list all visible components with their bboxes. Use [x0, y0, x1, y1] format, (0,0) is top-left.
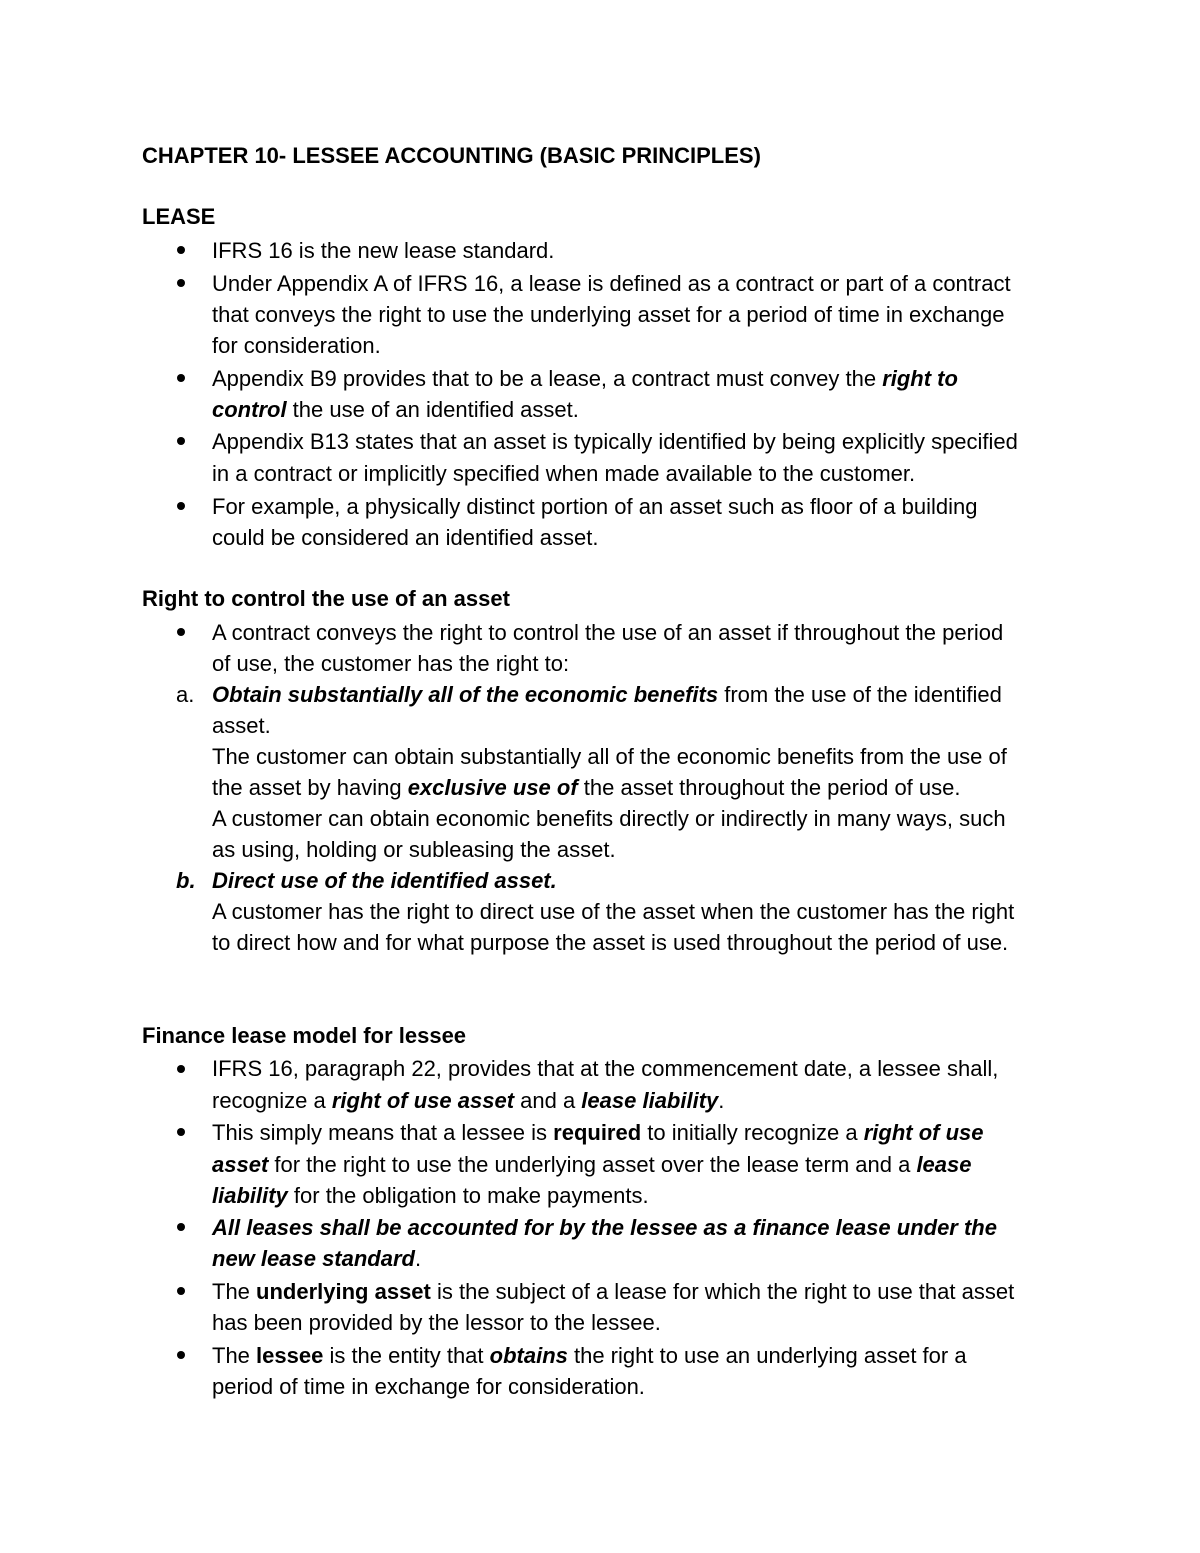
- text-run: .: [718, 1088, 725, 1113]
- list-marker-b: b.: [176, 868, 196, 893]
- lease-bullet-2-line-2: that conveys the right to use the underlying asset for a period of time in exchange: [212, 302, 1005, 327]
- emphasis-text: Obtain substantially all of the economic benefits: [212, 682, 719, 707]
- emphasis-text: exclusive use of: [407, 775, 578, 800]
- item-b-line-3: to direct how and for what purpose the asset is used throughout the period of use.: [212, 930, 1009, 955]
- section-heading-finance-lease: Finance lease model for lessee: [142, 1023, 467, 1048]
- finance-bullet-2-line-1: [212, 1120, 984, 1146]
- text-run: The: [212, 1343, 257, 1368]
- lease-bullet-3-line-2: [212, 397, 579, 423]
- emphasis-text: asset: [212, 1152, 269, 1177]
- emphasis-text: right to: [882, 366, 958, 391]
- bullet-icon: [177, 437, 185, 445]
- item-a-line-5: A customer can obtain economic benefits directly or indirectly in many ways, such: [212, 806, 1006, 831]
- text-run: recognize a: [212, 1088, 332, 1113]
- bullet-icon: [177, 374, 185, 382]
- bullet-icon: [177, 246, 185, 254]
- item-a-line-2: asset.: [212, 713, 271, 738]
- finance-bullet-1-line-1: IFRS 16, paragraph 22, provides that at the commencement date, a lessee shall,: [212, 1056, 999, 1081]
- text-run: the right to use an underlying asset for a: [567, 1343, 967, 1368]
- text-run: to initially recognize a: [641, 1120, 864, 1145]
- finance-bullet-2-line-3: [212, 1183, 649, 1209]
- item-b-line-1: Direct use of the identified asset.: [212, 868, 557, 893]
- finance-bullet-2-line-2: [212, 1152, 972, 1178]
- finance-bullet-3-line-2: [212, 1246, 421, 1272]
- bold-text: underlying asset: [256, 1279, 431, 1304]
- text-run: from the use of the identified: [718, 682, 1002, 707]
- finance-bullet-1-line-2: [212, 1088, 724, 1114]
- emphasis-text: obtains: [489, 1343, 568, 1368]
- bullet-icon: [177, 279, 185, 287]
- bullet-icon: [177, 628, 185, 636]
- text-run: the use of an identified asset.: [286, 397, 579, 422]
- text-run: is the entity that: [323, 1343, 490, 1368]
- emphasis-text: control: [212, 397, 287, 422]
- text-run: the asset by having: [212, 775, 408, 800]
- text-run: is the subject of a lease for which the right to use that asset: [430, 1279, 1015, 1304]
- section-heading-right-to-control: Right to control the use of an asset: [142, 586, 510, 611]
- text-run: and a: [514, 1088, 582, 1113]
- list-marker-a: a.: [176, 682, 195, 707]
- emphasis-text: right of use asset: [331, 1088, 515, 1113]
- page-title: CHAPTER 10- LESSEE ACCOUNTING (BASIC PRINCIPLES): [142, 143, 761, 168]
- lease-bullet-2-line-1: Under Appendix A of IFRS 16, a lease is defined as a contract or part of a contract: [212, 271, 1011, 296]
- lease-bullet-5-line-2: could be considered an identified asset.: [212, 525, 599, 550]
- item-a-line-6: as using, holding or subleasing the asset.: [212, 837, 616, 862]
- item-b-line-2: A customer has the right to direct use of the asset when the customer has the right: [212, 899, 1015, 924]
- item-a-line-3: The customer can obtain substantially all of the economic benefits from the use of: [212, 744, 1007, 769]
- bullet-icon: [177, 1065, 185, 1073]
- bold-text: lessee: [256, 1343, 324, 1368]
- text-run: for the obligation to make payments.: [287, 1183, 649, 1208]
- text-run: The: [212, 1279, 257, 1304]
- lease-bullet-4-line-2: in a contract or implicitly specified when made available to the customer.: [212, 461, 916, 486]
- text-run: for the right to use the underlying asset over the lease term and a: [268, 1152, 917, 1177]
- bullet-icon: [177, 1351, 185, 1359]
- control-bullet-1-line-1: A contract conveys the right to control the use of an asset if throughout the period: [212, 620, 1004, 645]
- finance-bullet-4-line-1: [212, 1279, 1014, 1305]
- text-run: This simply means that a lessee is: [212, 1120, 554, 1145]
- item-a-line-1: [212, 682, 1002, 708]
- text-run: .: [414, 1246, 422, 1271]
- finance-bullet-3-line-1: All leases shall be accounted for by the lessee as a finance lease under the: [212, 1215, 997, 1240]
- emphasis-text: lease: [916, 1152, 972, 1177]
- lease-bullet-5-line-1: For example, a physically distinct portion of an asset such as floor of a building: [212, 494, 978, 519]
- item-a-line-4: [212, 775, 961, 801]
- finance-bullet-5-line-1: [212, 1343, 967, 1369]
- finance-bullet-4-line-2: has been provided by the lessor to the lessee.: [212, 1310, 661, 1335]
- emphasis-text: liability: [212, 1183, 288, 1208]
- emphasis-text: right of use: [863, 1120, 984, 1145]
- text-run: Appendix B9 provides that to be a lease, a contract must convey the: [212, 366, 883, 391]
- lease-bullet-2-line-3: for consideration.: [212, 333, 381, 358]
- text-run: the asset throughout the period of use.: [577, 775, 961, 800]
- section-heading-lease: LEASE: [142, 204, 216, 229]
- lease-bullet-4-line-1: Appendix B13 states that an asset is typically identified by being explicitly specified: [212, 429, 1018, 454]
- emphasis-text: new lease standard: [212, 1246, 415, 1271]
- lease-bullet-3-line-1: [212, 366, 958, 392]
- control-bullet-1-line-2: of use, the customer has the right to:: [212, 651, 570, 676]
- bold-text: required: [553, 1120, 642, 1145]
- emphasis-text: lease liability: [581, 1088, 719, 1113]
- finance-bullet-5-line-2: period of time in exchange for consideration.: [212, 1374, 645, 1399]
- bullet-icon: [177, 1287, 185, 1295]
- bullet-icon: [177, 1128, 185, 1136]
- lease-bullet-1: IFRS 16 is the new lease standard.: [212, 238, 555, 263]
- bullet-icon: [177, 1223, 185, 1231]
- bullet-icon: [177, 502, 185, 510]
